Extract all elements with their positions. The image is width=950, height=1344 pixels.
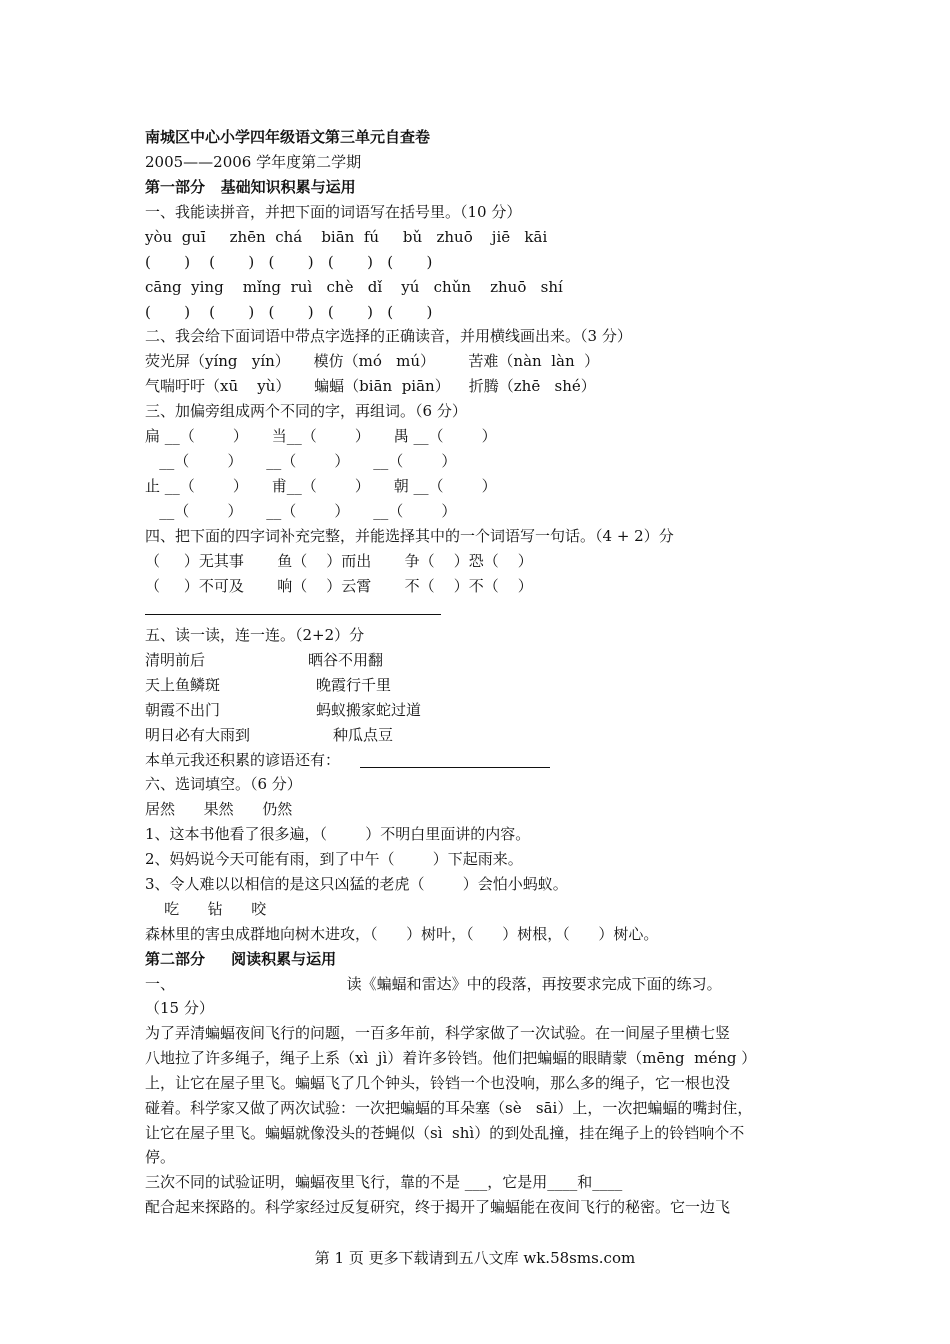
- page-footer: 第 1 页 更多下载请到五八文库 wk.58sms.com: [314, 1249, 636, 1267]
- q6-sentence3: 3、令人难以以相信的是这只凶猛的老虎（ ）会怕小蚂蚁。: [145, 875, 568, 893]
- q2-heading: 二、我会给下面词语中带点字选择的正确读音，并用横线画出来。（3 分）: [145, 327, 632, 345]
- document-title: 南城区中心小学四年级语文第三单元自查卷: [145, 128, 431, 146]
- part2-heading: 第二部分 阅读积累与运用: [145, 950, 337, 968]
- q4-heading: 四、把下面的四字词补充完整，并能选择其中的一个词语写一句话。（4 + 2）分: [145, 527, 674, 545]
- q6-heading: 六、选词填空。（6 分）: [145, 775, 302, 793]
- passage-line: 三次不同的试验证明，蝙蝠夜里飞行，靠的不是 ___，它是用____和____: [145, 1173, 623, 1191]
- reading-score: （15 分）: [145, 999, 214, 1017]
- reading-instruction: 一、 读《蝙蝠和雷达》中的段落，再按要求完成下面的练习。: [145, 975, 722, 993]
- passage-line: 上，让它在屋子里飞。蝙蝠飞了几个钟头，铃铛一个也没响，那么多的绳子，它一根也没: [145, 1074, 731, 1092]
- q5-left-item[interactable]: 朝霞不出门: [145, 701, 221, 719]
- q5-heading: 五、读一读，连一连。（2+2）分: [145, 626, 365, 644]
- q5-left-item[interactable]: 天上鱼鳞斑: [145, 676, 221, 694]
- q1-blank-row1: ( ) ( ) ( ) ( ) ( ): [145, 253, 433, 271]
- q3-line1: 扁 __（ ） 当__（ ） 禺 __（ ）: [145, 427, 497, 445]
- q2-line1: 荧光屏（yíng yín） 模仿（mó mú） 苦难（nàn làn ）: [145, 352, 600, 370]
- q5-extra-prompt: 本单元我还积累的谚语还有：: [145, 751, 341, 769]
- q5-right-item[interactable]: 种瓜点豆: [333, 726, 394, 744]
- q3-heading: 三、加偏旁组成两个不同的字，再组词。（6 分）: [145, 402, 467, 420]
- q4-answer-line[interactable]: [145, 614, 441, 615]
- passage-line: 停。: [145, 1148, 176, 1166]
- q1-blank-row2: ( ) ( ) ( ) ( ) ( ): [145, 303, 433, 321]
- q5-left-item[interactable]: 明日必有大雨到: [145, 726, 251, 744]
- q2-line2: 气喘吁吁（xū yù） 蝙蝠（biān piān） 折腾（zhē shé）: [145, 377, 596, 395]
- q6-word-bank2: 吃 钻 咬: [145, 900, 267, 918]
- q1-pinyin-row1: yòu guī zhēn chá biān fú bǔ zhuō jiē kāi: [145, 228, 548, 246]
- passage-line: 让它在屋子里飞。蝙蝠就像没头的苍蝇似（sì shì）的到处乱撞，挂在绳子上的铃铛响个不: [145, 1124, 745, 1142]
- q1-pinyin-row2: cāng ying mǐng ruì chè dǐ yú chǔn zhuō shí: [145, 278, 563, 296]
- q5-right-item[interactable]: 蚂蚁搬家蛇过道: [316, 701, 422, 719]
- passage-line: 配合起来探路的。科学家经过反复研究，终于揭开了蝙蝠能在夜间飞行的秘密。它一边飞: [145, 1198, 731, 1216]
- q6-sentence1: 1、这本书他看了很多遍，（ ）不明白里面讲的内容。: [145, 825, 531, 843]
- q3-line3: 止 __（ ） 甫__（ ） 朝 __（ ）: [145, 477, 497, 495]
- q5-extra-answer-line[interactable]: [360, 767, 550, 768]
- q4-line2: （ ）不可及 响（ ）云霄 不（ ）不（ ）: [145, 577, 533, 595]
- school-year: 2005——2006 学年度第二学期: [145, 153, 362, 171]
- passage-line: 八地拉了许多绳子，绳子上系（xì jì）着许多铃铛。他们把蝙蝠的眼睛蒙（mēng méng ）: [145, 1049, 757, 1067]
- q6-word-bank1: 居然 果然 仍然: [145, 800, 293, 818]
- q5-right-item[interactable]: 晚霞行千里: [316, 676, 392, 694]
- q3-line2: __（ ） __（ ） __（ ）: [145, 452, 457, 470]
- q6-sentence2: 2、妈妈说今天可能有雨，到了中午（ ）下起雨来。: [145, 850, 523, 868]
- passage-line: 碰着。科学家又做了两次试验：一次把蝙蝠的耳朵塞（sè sāi）上，一次把蝙蝠的嘴封住，: [145, 1099, 753, 1117]
- q1-heading: 一、我能读拼音，并把下面的词语写在括号里。（10 分）: [145, 203, 522, 221]
- q3-line4: __（ ） __（ ） __（ ）: [145, 502, 457, 520]
- part1-heading: 第一部分 基础知识积累与运用: [145, 178, 356, 196]
- q4-line1: （ ）无其事 鱼（ ）而出 争（ ）恐（ ）: [145, 552, 533, 570]
- passage-line: 为了弄清蝙蝠夜间飞行的问题，一百多年前，科学家做了一次试验。在一间屋子里横七竖: [145, 1024, 731, 1042]
- q5-right-item[interactable]: 晒谷不用翻: [308, 651, 384, 669]
- q6-sentence4: 森林里的害虫成群地向树木进攻，（ ）树叶，（ ）树根，（ ）树心。: [145, 925, 659, 943]
- q5-left-item[interactable]: 清明前后: [145, 651, 206, 669]
